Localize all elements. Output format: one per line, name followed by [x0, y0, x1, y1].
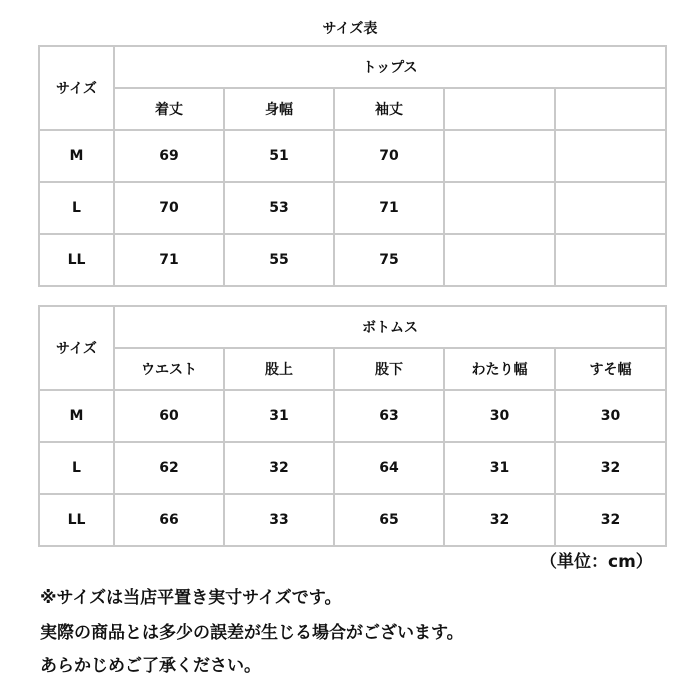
value-cell: 63: [334, 390, 444, 442]
column-header: [444, 88, 555, 130]
value-cell: 64: [334, 442, 444, 494]
table-row: [39, 494, 666, 546]
column-header: わたり幅: [444, 348, 555, 390]
value-cell: 51: [224, 130, 334, 182]
table-row: [39, 442, 666, 494]
unit-label: （単位：cm）: [540, 552, 653, 572]
size-cell: M: [39, 390, 114, 442]
column-header: 股下: [334, 348, 444, 390]
value-cell: 30: [555, 390, 666, 442]
value-cell: 31: [444, 442, 555, 494]
value-cell: 70: [114, 182, 224, 234]
size-cell: L: [39, 182, 114, 234]
column-header: ウエスト: [114, 348, 224, 390]
value-cell: 32: [555, 494, 666, 546]
tops-size-table: [38, 45, 667, 287]
value-cell: 66: [114, 494, 224, 546]
value-cell: 30: [444, 390, 555, 442]
size-cell: L: [39, 442, 114, 494]
value-cell: 32: [224, 442, 334, 494]
size-header: サイズ: [39, 306, 114, 390]
value-cell: [555, 182, 666, 234]
table-row: [39, 130, 666, 182]
size-cell: LL: [39, 234, 114, 286]
table-row: [39, 182, 666, 234]
value-cell: [444, 234, 555, 286]
value-cell: [444, 182, 555, 234]
value-cell: [555, 234, 666, 286]
column-header: 着丈: [114, 88, 224, 130]
value-cell: 55: [224, 234, 334, 286]
value-cell: 69: [114, 130, 224, 182]
column-header: すそ幅: [555, 348, 666, 390]
value-cell: 71: [334, 182, 444, 234]
size-cell: M: [39, 130, 114, 182]
table-row: [39, 390, 666, 442]
bottoms-group-header: ボトムス: [114, 306, 666, 348]
size-header: サイズ: [39, 46, 114, 130]
column-header: 股上: [224, 348, 334, 390]
column-header: 身幅: [224, 88, 334, 130]
page-title: サイズ表: [322, 21, 378, 37]
column-header: [555, 88, 666, 130]
value-cell: [555, 130, 666, 182]
value-cell: 31: [224, 390, 334, 442]
size-cell: LL: [39, 494, 114, 546]
value-cell: 32: [555, 442, 666, 494]
value-cell: 60: [114, 390, 224, 442]
note-text: 実際の商品とは多少の誤差が生じる場合がございます。: [40, 623, 464, 643]
note-text: あらかじめご了承ください。: [40, 656, 261, 676]
value-cell: 65: [334, 494, 444, 546]
tops-group-header: トップス: [114, 46, 666, 88]
value-cell: 75: [334, 234, 444, 286]
column-header: 袖丈: [334, 88, 444, 130]
value-cell: 71: [114, 234, 224, 286]
bottoms-size-table: [38, 305, 667, 547]
value-cell: 70: [334, 130, 444, 182]
note-text: ※サイズは当店平置き実寸サイズです。: [40, 588, 342, 608]
value-cell: 32: [444, 494, 555, 546]
table-row: [39, 234, 666, 286]
value-cell: 53: [224, 182, 334, 234]
value-cell: 33: [224, 494, 334, 546]
value-cell: [444, 130, 555, 182]
value-cell: 62: [114, 442, 224, 494]
